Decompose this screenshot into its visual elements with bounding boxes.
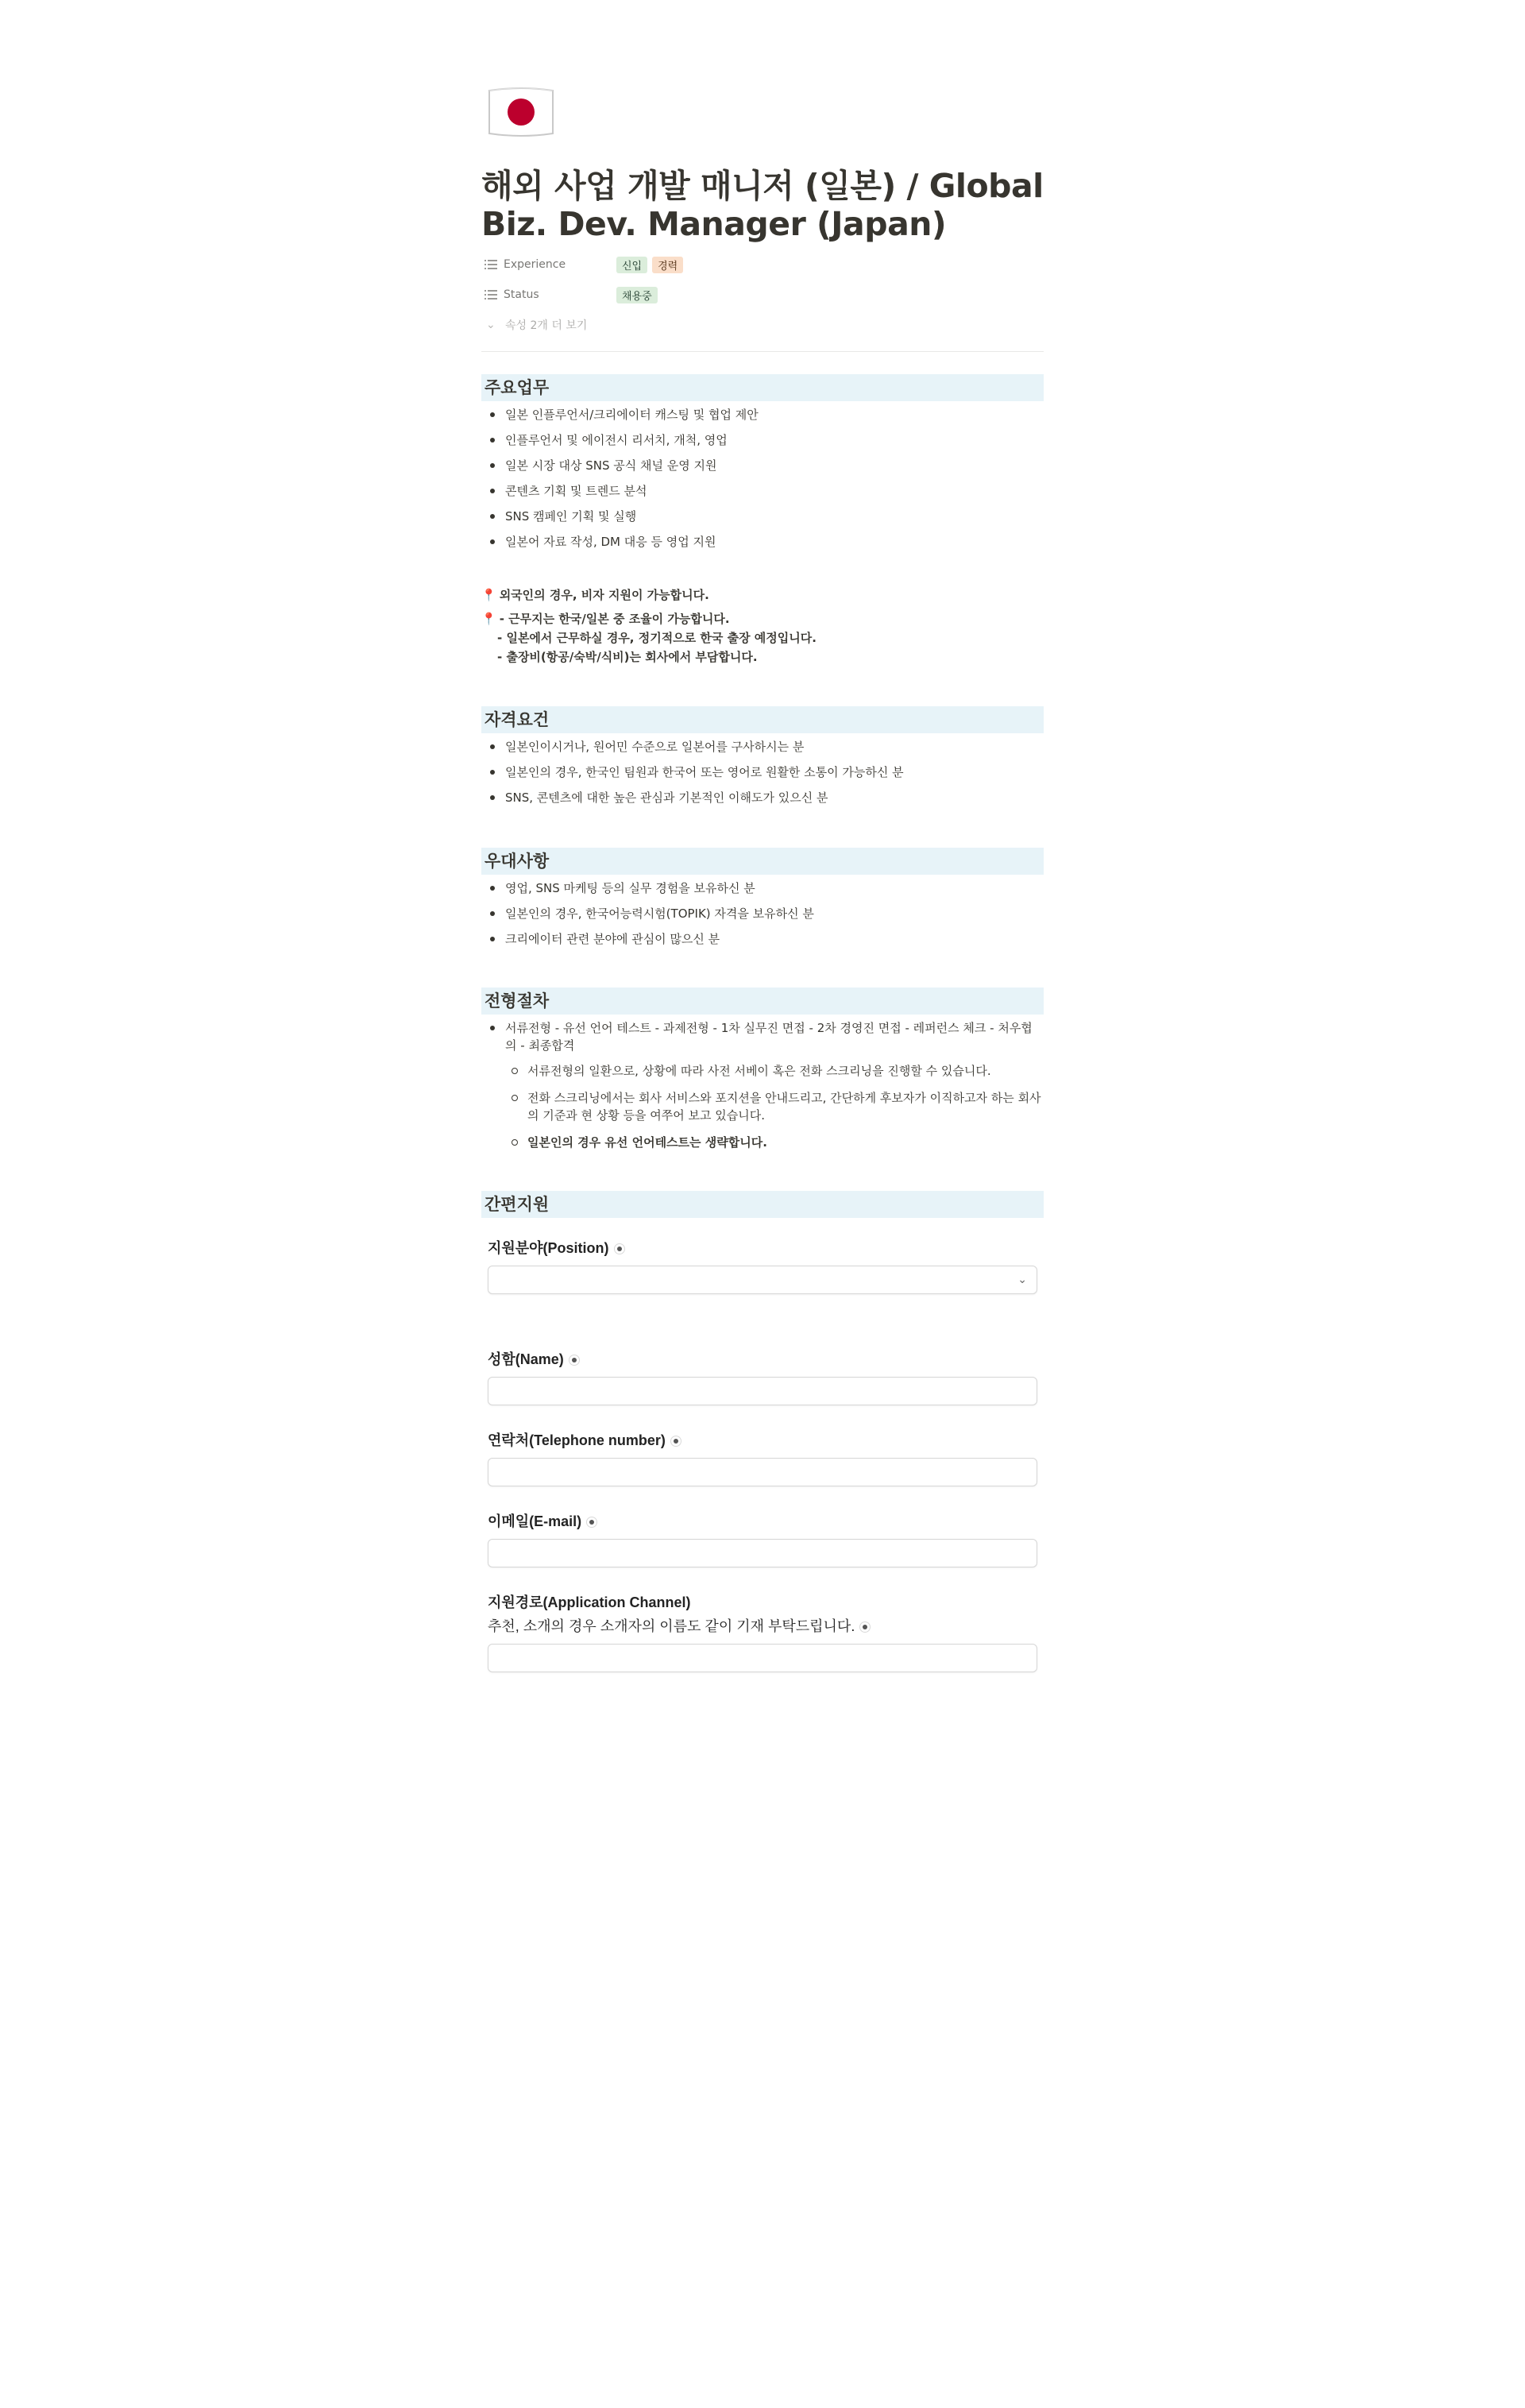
process-sublist [505, 1062, 1044, 1151]
property-status[interactable] [481, 280, 1044, 310]
phone-input[interactable] [488, 1458, 1037, 1486]
list-icon [485, 259, 497, 270]
visa-note-text: 외국인의 경우, 비자 지원이 가능합니다. [499, 588, 709, 602]
divider [481, 351, 1044, 352]
position-select[interactable] [488, 1266, 1037, 1294]
section-heading-apply: 간편지원 [481, 1191, 1044, 1218]
required-icon [569, 1355, 580, 1366]
workplace-note [481, 609, 1044, 667]
title-line-1: 해외 사업 개발 매니저 (일본) / Global [481, 167, 1044, 205]
duties-list [481, 406, 1044, 551]
japan-flag-icon [485, 84, 558, 140]
sub-list-item: 서류전형의 일환으로, 상황에 따라 사전 서베이 혹은 전화 스크리닝을 진행할 수 있습니다. [505, 1062, 1044, 1080]
chevron-down-icon: ⌄ [486, 319, 496, 331]
required-icon [586, 1517, 597, 1528]
list-item: 일본 인플루언서/크리에이터 캐스팅 및 협업 제안 [481, 406, 1044, 423]
position-label: 지원분야(Position) [488, 1237, 1044, 1258]
section-heading-preferred: 우대사항 [481, 848, 1044, 875]
list-item: SNS, 콘텐츠에 대한 높은 관심과 기본적인 이해도가 있으신 분 [481, 789, 1044, 806]
tag-hiring: 채용중 [616, 287, 658, 303]
name-input[interactable] [488, 1377, 1037, 1405]
pin-icon: 📍 [481, 588, 496, 602]
required-icon [670, 1436, 681, 1447]
list-item: 크리에이터 관련 분야에 관심이 많으신 분 [481, 930, 1044, 948]
chevron-down-icon: ⌄ [1017, 1274, 1027, 1286]
property-name [481, 288, 616, 301]
list-item: 일본인의 경우, 한국인 팀원과 한국어 또는 영어로 원활한 소통이 가능하신 분 [481, 763, 1044, 781]
channel-label: 지원경로(Application Channel) [488, 1594, 691, 1610]
channel-input[interactable] [488, 1644, 1037, 1672]
required-icon [614, 1243, 625, 1254]
list-item [481, 1019, 1044, 1151]
visa-note [481, 586, 1044, 605]
page-title [481, 167, 1044, 243]
show-more-properties[interactable] [481, 310, 1044, 340]
section-heading-qualifications: 자격요건 [481, 706, 1044, 733]
preferred-list [481, 879, 1044, 948]
sub-list-item: 전화 스크리닝에서는 회사 서비스와 포지션을 안내드리고, 간단하게 후보자가 이직하고자 하는 회사의 기준과 현 상황 등을 여쭈어 보고 있습니다. [505, 1089, 1044, 1124]
process-list [481, 1019, 1044, 1151]
list-item: 일본 시장 대상 SNS 공식 채널 운영 지원 [481, 457, 1044, 474]
show-more-label: 속성 2개 더 보기 [505, 319, 588, 332]
list-item: 인플루언서 및 에이전시 리서치, 개척, 영업 [481, 431, 1044, 449]
channel-help-text: 추천, 소개의 경우 소개자의 이름도 같이 기재 부탁드립니다. [488, 1615, 1044, 1636]
property-label: Experience [504, 258, 566, 271]
list-item: 영업, SNS 마케팅 등의 실무 경험을 보유하신 분 [481, 879, 1044, 897]
workplace-note-line3: - 출장비(항공/숙박/식비)는 회사에서 부담합니다. [497, 650, 758, 664]
required-icon [859, 1621, 871, 1633]
job-post-page [481, 0, 1044, 1672]
section-heading-duties: 주요업무 [481, 374, 1044, 401]
property-name [481, 258, 616, 271]
title-line-2: Biz. Dev. Manager (Japan) [481, 205, 947, 243]
workplace-note-line2: - 일본에서 근무하실 경우, 정기적으로 한국 출장 예정입니다. [497, 631, 817, 645]
tag-experienced: 경력 [652, 257, 683, 273]
sub-list-item: 일본인의 경우 유선 언어테스트는 생략합니다. [505, 1134, 1044, 1151]
property-label: Status [504, 288, 539, 301]
pin-icon: 📍 [481, 612, 496, 626]
list-item: 일본어 자료 작성, DM 대응 등 영업 지원 [481, 533, 1044, 551]
tag-newcomer: 신입 [616, 257, 647, 273]
qualifications-list [481, 738, 1044, 806]
email-input[interactable] [488, 1539, 1037, 1567]
property-experience[interactable] [481, 249, 1044, 280]
workplace-note-line1: - 근무지는 한국/일본 중 조율이 가능합니다. [499, 612, 730, 626]
list-item: SNS 캠페인 기획 및 실행 [481, 508, 1044, 525]
list-item: 일본인이시거나, 원어민 수준으로 일본어를 구사하시는 분 [481, 738, 1044, 756]
list-icon [485, 289, 497, 300]
email-label: 이메일(E-mail) [488, 1510, 1044, 1531]
list-item: 콘텐츠 기획 및 트렌드 분석 [481, 482, 1044, 500]
name-label: 성함(Name) [488, 1348, 1044, 1369]
phone-label: 연락처(Telephone number) [488, 1429, 1044, 1450]
process-steps: 서류전형 - 유선 언어 테스트 - 과제전형 - 1차 실무진 면접 - 2차 경영진 면접 - 레퍼런스 체크 - 처우협의 - 최종합격 [505, 1021, 1033, 1053]
section-heading-process: 전형절차 [481, 988, 1044, 1015]
list-item: 일본인의 경우, 한국어능력시험(TOPIK) 자격을 보유하신 분 [481, 905, 1044, 922]
